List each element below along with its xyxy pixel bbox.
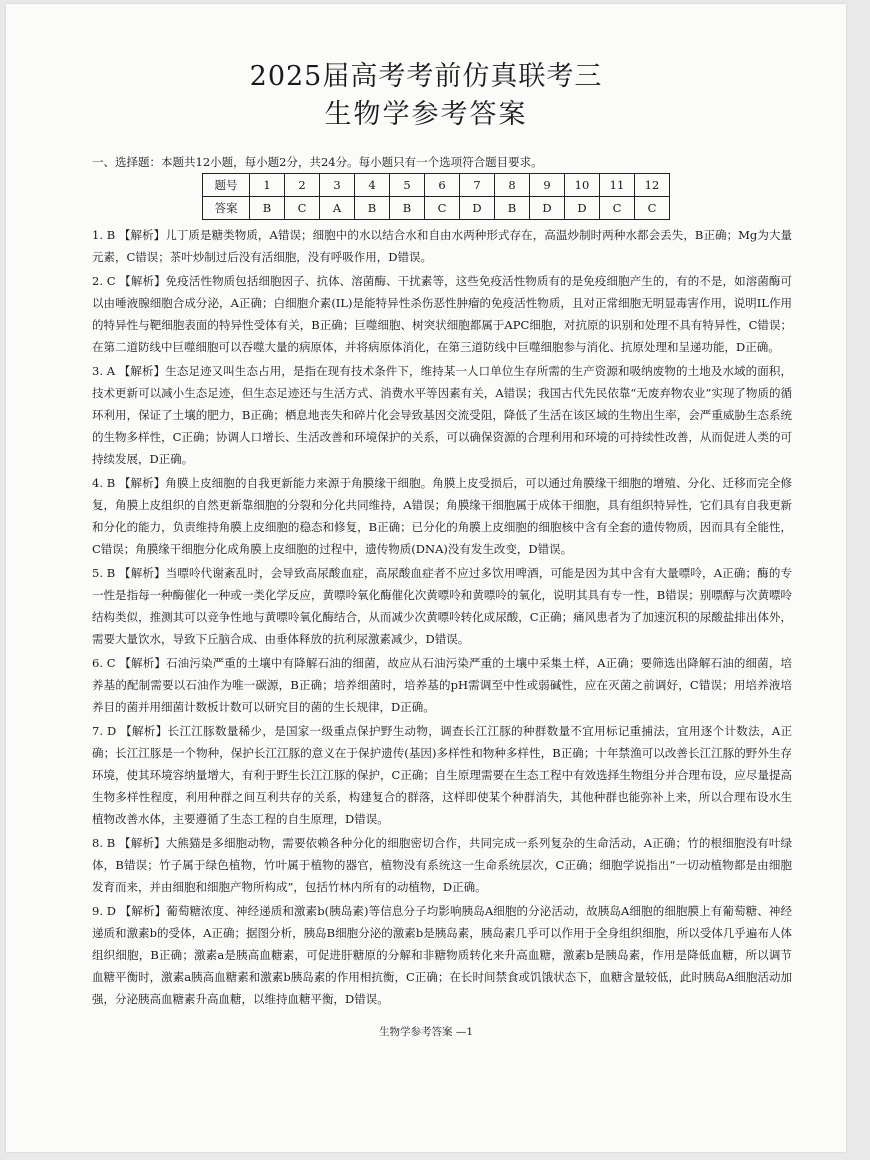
- answer-cell: B: [390, 197, 425, 220]
- question-number-cell: 8: [495, 174, 530, 197]
- question-number-cell: 11: [600, 174, 635, 197]
- answer-cell: B: [250, 197, 285, 220]
- section-intro: 一、选择题：本题共12小题，每小题2分，共24分。每小题只有一个选项符合题目要求。: [92, 155, 543, 169]
- explanation-item: 7. D 【解析】长江江豚数量稀少，是国家一级重点保护野生动物，调查长江江豚的种群数量不宜用标记重捕法，宜用逐个计数法，A正确；长江江豚是一个物种，保护长江江豚的意义在于保护遗传(基因)多样性和物种多样性，B正确；十年禁渔可以改善长江江豚的野外生存环境，使其环境容纳量增大，有利于野生长江江豚的保护，C正确；自生原理需要在生态工程中有效选择生物组分并合理布设，应尽量提高生物多样性程度，利用种群之间互利共存的关系，构建复合的群落，这样即使某个种群消失，其他种群也能弥补上来，所以合理布设水生植物改善水体，主要遵循了生态工程的自生原理，D错误。: [92, 724, 792, 826]
- explanation-item: 1. B 【解析】儿丁质是糖类物质，A错误；细胞中的水以结合水和自由水两种形式存在，高温炒制时两种水都会丢失，B正确；Mg为大量元素，C错误；茶叶炒制过后没有活细胞，没有呼吸作用，D错误。: [92, 228, 792, 264]
- explanation-item: 2. C 【解析】免疫活性物质包括细胞因子、抗体、溶菌酶、干扰素等，这些免疫活性物质有的是免疫细胞产生的，有的不是，如溶菌酶可以由唾液腺细胞合成分泌，A正确；白细胞介素(IL)是能特异性杀伤恶性肿瘤的免疫活性物质，且对正常细胞无明显毒害作用，说明IL作用的特异性与靶细胞表面的特异性受体有关，B正确；巨噬细胞、树突状细胞都属于APC细胞，对抗原的识别和处理不具有特异性，C错误；在第二道防线中巨噬细胞可以吞噬大量的病原体，并将病原体消化，在第三道防线中巨噬细胞参与消化、抗原处理和呈递功能，D正确。: [92, 274, 792, 354]
- explanation-item: 4. B 【解析】角膜上皮细胞的自我更新能力来源于角膜缘干细胞。角膜上皮受损后，可以通过角膜缘干细胞的增殖、分化、迁移而完全修复，角膜上皮组织的自然更新靠细胞的分裂和分化共同维持，A错误；角膜缘干细胞属于成体干细胞，具有组织特异性，它们具有自我更新和分化的能力，负责维持角膜上皮细胞的稳态和修复，B正确；已分化的角膜上皮细胞的细胞核中含有全套的遗传物质，因而具有全能性，C错误；角膜缘干细胞分化成角膜上皮细胞的过程中，遗传物质(DNA)没有发生改变，D错误。: [92, 476, 792, 556]
- question-number-cell: 10: [565, 174, 600, 197]
- question-number-cell: 4: [355, 174, 390, 197]
- answer-cell: A: [320, 197, 355, 220]
- answer-cell: D: [530, 197, 565, 220]
- question-number-cell: 5: [390, 174, 425, 197]
- page-subtitle: 生物学参考答案: [324, 99, 528, 130]
- answer-cell: D: [565, 197, 600, 220]
- explanation-item: 8. B 【解析】大熊猫是多细胞动物，需要依赖各种分化的细胞密切合作，共同完成一系列复杂的生命活动，A正确；竹的根细胞没有叶绿体，B错误；竹子属于绿色植物，竹叶属于植物的器官，植物没有系统这一生命系统层次，C正确；细胞学说指出“一切动植物都是由细胞发育而来，并由细胞和细胞产物所构成”，包括竹林内所有的动植物，D正确。: [92, 836, 792, 894]
- question-number-cell: 1: [250, 174, 285, 197]
- row-label-number: 题号: [203, 174, 250, 197]
- question-number-cell: 6: [425, 174, 460, 197]
- answer-table-answer-row: [203, 197, 670, 220]
- answer-cell: C: [285, 197, 320, 220]
- question-number-cell: 2: [285, 174, 320, 197]
- question-number-cell: 9: [530, 174, 565, 197]
- explanation-item: 5. B 【解析】当嘌呤代谢紊乱时，会导致高尿酸血症，高尿酸血症者不应过多饮用啤酒，可能是因为其中含有大量嘌呤，A正确；酶的专一性是指每一种酶催化一种或一类化学反应，黄嘌呤氧化酶催化次黄嘌呤和黄嘌呤的氧化，说明其具有专一性，B错误；别嘌醇与次黄嘌呤结构类似，推测其可以竞争性地与黄嘌呤氧化酶结合，从而减少次黄嘌呤转化成尿酸，C正确；痛风患者为了加速沉积的尿酸盐排出体外，需要大量饮水，导致下丘脑合成、由垂体释放的抗利尿激素减少，D错误。: [92, 566, 792, 646]
- answer-cell: B: [495, 197, 530, 220]
- question-number-cell: 3: [320, 174, 355, 197]
- answer-cell: C: [600, 197, 635, 220]
- row-label-answer: 答案: [203, 197, 250, 220]
- question-number-cell: 12: [635, 174, 670, 197]
- explanation-item: 3. A 【解析】生态足迹又叫生态占用，是指在现有技术条件下，维持某一人口单位生存所需的生产资源和吸纳废物的土地及水域的面积，技术更新可以减小生态足迹，但生态足迹还与生活方式、消费水平等因素有关，A错误；我国古代先民依靠“无废弃物农业”实现了物质的循环利用，保证了土壤的肥力，B正确；栖息地丧失和碎片化会导致基因交流受阻，降低了生活在该区域的生物出生率，会严重威胁生态系统的生物多样性，C正确；协调人口增长、生活改善和环境保护的关系，可以确保资源的合理利用和环境的可持续性改善，从而促进人类的可持续发展，D正确。: [92, 364, 792, 466]
- explanation-item: 6. C 【解析】石油污染严重的土壤中有降解石油的细菌，故应从石油污染严重的土壤中采集土样，A正确；要筛选出降解石油的细菌，培养基的配制需要以石油作为唯一碳源，B正确；培养细菌时，培养基的pH需调至中性或弱碱性，应在灭菌之前调好，C错误；用培养液培养目的菌并用细菌计数板计数可以研究目的菌的生长规律，D正确。: [92, 656, 792, 714]
- answer-table-number-row: [203, 174, 670, 197]
- page-footer: 生物学参考答案 —1: [378, 1026, 474, 1038]
- page-title: 2025届高考考前仿真联考三: [249, 61, 603, 92]
- explanations-list: [92, 224, 792, 1012]
- question-number-cell: 7: [460, 174, 495, 197]
- answer-sheet-page: [6, 4, 846, 1152]
- explanation-item: 9. D 【解析】葡萄糖浓度、神经递质和激素b(胰岛素)等信息分子均影响胰岛A细胞的分泌活动，故胰岛A细胞的细胞膜上有葡萄糖、神经递质和激素b的受体，A正确；据图分析，胰岛B细胞分泌的激素b是胰岛素，胰岛素几乎可以作用于全身组织细胞，所以受体几乎遍布人体组织细胞，B正确；激素a是胰高血糖素，可促进肝糖原的分解和非糖物质转化来升高血糖，激素b是胰岛素，作用是降低血糖，所以调节血糖平衡时，激素a胰高血糖素和激素b胰岛素的作用相抗衡，C正确；在长时间禁食或饥饿状态下，血糖含量较低，此时胰岛A细胞活动加强，分泌胰高血糖素升高血糖，以维持血糖平衡，D错误。: [92, 904, 792, 1006]
- answer-cell: B: [355, 197, 390, 220]
- answer-cell: C: [635, 197, 670, 220]
- answer-cell: C: [425, 197, 460, 220]
- answer-table: [202, 173, 670, 220]
- answer-cell: D: [460, 197, 495, 220]
